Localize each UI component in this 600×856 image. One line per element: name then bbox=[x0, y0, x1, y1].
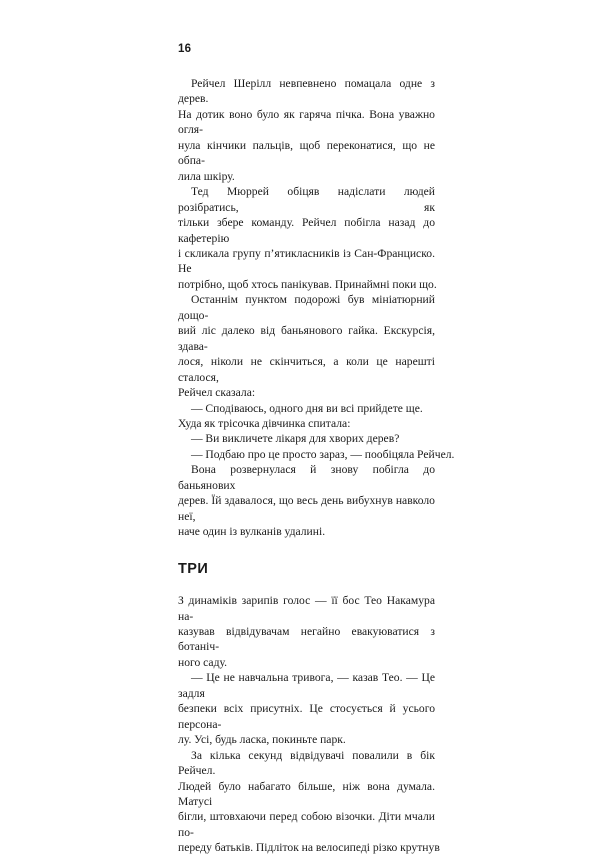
text-line-content: Останнім пунктом подорожі був мініатюрний дощо- bbox=[178, 293, 435, 322]
text-line bbox=[178, 431, 435, 446]
text-line: дерев. Їй здавалося, що весь день вибухнув навколо неї, bbox=[178, 494, 435, 523]
text-line bbox=[178, 462, 435, 493]
text-line: ного саду. bbox=[178, 655, 228, 669]
text-line: лося, ніколи не скінчиться, а коли це нарешті сталося, bbox=[178, 355, 435, 384]
text-line-content: — Подбаю про це просто зараз, — пообіцяла Рейчел. bbox=[191, 447, 455, 461]
text-line: бігли, штовхаючи перед собою візочки. Діти мчали по- bbox=[178, 810, 435, 839]
paragraph bbox=[178, 76, 435, 184]
text-line-content: За кілька секунд відвідувачі повалили в бік Рейчел. bbox=[178, 748, 435, 778]
text-line: Худа як трісочка дівчинка спитала: bbox=[178, 416, 351, 430]
text-line bbox=[178, 748, 435, 779]
heading-spacer-above bbox=[178, 540, 435, 562]
text-line-content: Тед Мюррей обіцяв надіслати людей розібратись, як bbox=[178, 185, 435, 214]
paragraph bbox=[178, 431, 435, 446]
paragraph bbox=[178, 292, 435, 400]
paragraph bbox=[178, 416, 435, 431]
text-line: лу. Усі, будь ласка, покиньте парк. bbox=[178, 733, 346, 747]
text-line: потрібно, щоб хтось панікував. Принаймні поки що. bbox=[178, 277, 437, 291]
text-line: З динаміків зарипів голос — її бос Тео Накамура на- bbox=[178, 594, 435, 623]
text-line: На дотик воно було як гаряча пічка. Вона уважно огля- bbox=[178, 107, 435, 137]
text-line bbox=[178, 447, 455, 462]
text-line-content: Вона розвернулася й знову побігла до баньянових bbox=[178, 463, 435, 492]
text-line: тільки збере команду. Рейчел побігла назад до кафетерію bbox=[178, 216, 435, 245]
text-line bbox=[178, 292, 435, 323]
paragraphs-after-heading bbox=[178, 593, 440, 856]
text-line-content: — Це не навчальна тривога, — казав Тео. — Це задля bbox=[178, 671, 435, 700]
text-line bbox=[178, 184, 435, 215]
heading-spacer-below bbox=[178, 576, 435, 593]
text-line bbox=[178, 670, 435, 701]
text-line: і скликала групу п’ятикласників із Сан-Франциско. Не bbox=[178, 246, 435, 276]
text-line-content: Рейчел Шерілл невпевнено помацала одне з дерев. bbox=[178, 77, 435, 106]
page-number: 16 bbox=[178, 43, 192, 55]
text-line-content: — Ви викличете лікаря для хворих дерев? bbox=[191, 432, 400, 446]
text-line: наче один із вулканів удалині. bbox=[178, 525, 326, 539]
text-line bbox=[178, 401, 435, 416]
text-line: лила шкіру. bbox=[178, 169, 235, 183]
text-line: вий ліс далеко від баньянового гайка. Екскурсія, здава- bbox=[178, 324, 435, 353]
paragraph bbox=[178, 184, 435, 292]
paragraph bbox=[178, 401, 435, 416]
text-line: казував відвідувачам негайно евакуюватися з ботаніч- bbox=[178, 625, 435, 654]
paragraphs-before-heading bbox=[178, 76, 455, 540]
text-line: безпеки всіх присутніх. Це стосується й усього персона- bbox=[178, 702, 435, 731]
text-line: Людей було набагато більше, ніж вона думала. Матусі bbox=[178, 779, 435, 808]
paragraph bbox=[178, 670, 435, 747]
text-line bbox=[178, 76, 435, 107]
text-line: Рейчел сказала: bbox=[178, 386, 256, 400]
text-line-content: — Сподіваюсь, одного дня ви всі прийдете ще. bbox=[191, 401, 423, 415]
text-line: переду батьків. Підліток на велосипеді різко крутнув bbox=[178, 841, 440, 855]
paragraph bbox=[178, 748, 440, 856]
paragraph bbox=[178, 462, 435, 539]
paragraph bbox=[178, 593, 435, 670]
paragraph bbox=[178, 447, 455, 462]
chapter-heading: ТРИ bbox=[178, 560, 209, 577]
text-line: нула кінчики пальців, щоб переконатися, що не обпа- bbox=[178, 138, 435, 168]
text-block bbox=[178, 76, 455, 856]
